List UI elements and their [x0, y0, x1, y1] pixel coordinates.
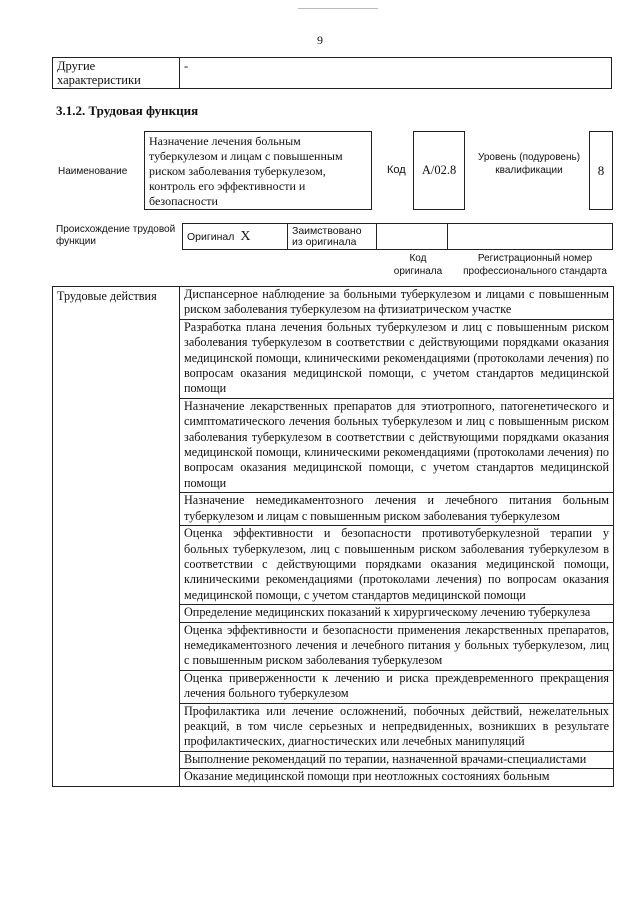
labor-actions-section	[52, 286, 614, 905]
origin-original-label: Оригинал	[187, 230, 235, 243]
reg-number-label: Регистрационный номер профессионального стандарта	[463, 253, 607, 277]
other-characteristics-value: -	[180, 58, 612, 89]
code-original-label: Код оригинала	[393, 253, 443, 277]
labor-action-item: Оценка эффективности и безопасности применения лекарственных препаратов, немедикаментозного лечения и лечебного питания у больных туберкулезом, лиц с повышенным риском заболевания туберкулезом	[180, 622, 614, 670]
origin-original-mark: X	[240, 228, 251, 244]
scan-edge-mark	[298, 8, 378, 9]
origin-original-cell	[183, 224, 288, 250]
labor-action-item: Назначение немедикаментозного лечения и лечебного питания больным туберкулезом и лицам с повышенным риском заболевания туберкулезом	[180, 493, 614, 526]
function-code-value: А/02.8	[421, 163, 457, 177]
labor-action-item: Оценка эффективности и безопасности противотуберкулезной терапии у больных туберкулезом, лиц с повышенным риском заболевания туберкулезом в соответствии с действующими порядками оказания медицинской помощи, клиническими рекомендациями (протоколами лечения) по вопросам оказания медицинской помощи, с учетом стандартов медицинской помощи	[180, 526, 614, 605]
name-label: Наименование	[58, 166, 128, 177]
labor-actions-label: Трудовые действия	[53, 287, 180, 787]
origin-borrowed-cell	[288, 224, 377, 250]
qualification-level-label: Уровень (подуровень) квалификации	[477, 152, 581, 176]
origin-table	[182, 223, 613, 250]
labor-actions-body	[53, 287, 614, 787]
labor-action-item: Назначение лекарственных препаратов для этиотропного, патогенетического и симптоматического лечения больных туберкулезом и лиц с повышенным риском заболевания туберкулезом в соответствии с действующими порядками оказания медицинской помощи, клиническими рекомендациями (протоколами лечения) по вопросам оказания медицинской помощи, с учетом стандартов медицинской помощи	[180, 398, 614, 492]
page-number: 9	[317, 33, 323, 47]
labor-actions-table	[52, 286, 614, 787]
origin-row	[183, 224, 613, 250]
other-characteristics-table	[52, 57, 612, 89]
origin-reg-number-cell	[448, 224, 613, 250]
qualification-level-box	[589, 131, 613, 210]
labor-action-item: Профилактика или лечение осложнений, побочных действий, нежелательных реакций, в том числе серьезных и непредвиденных, возникших в результате профилактических, диагностических или лечебных манипуляций	[180, 703, 614, 751]
qualification-level-value: 8	[597, 162, 605, 178]
origin-code-cell	[377, 224, 448, 250]
labor-action-item: Выполнение рекомендаций по терапии, назначенной врачами-специалистами	[180, 751, 614, 768]
other-characteristics-row	[53, 58, 612, 89]
section-title: 3.1.2. Трудовая функция	[56, 103, 199, 118]
labor-action-item: Разработка плана лечения больных туберкулезом и лиц с повышенным риском заболевания туберкулезом в соответствии с действующими порядками оказания медицинской помощи, клиническими рекомендациями (протоколами лечения) по вопросам оказания медицинской помощи, с учетом стандартов медицинской помощи	[180, 319, 614, 398]
origin-borrowed-label: Заимствовано из оригинала	[292, 224, 362, 248]
function-code-box	[413, 131, 465, 210]
origin-label: Происхождение трудовой функции	[56, 224, 176, 247]
labor-action-item: Определение медицинских показаний к хирургическому лечению туберкулеза	[180, 605, 614, 622]
function-name-box: Назначение лечения больным туберкулезом и лицам с повышенным риском заболевания туберкулезом, контроль его эффективности и безопасности	[144, 131, 372, 210]
labor-action-item: Оценка приверженности к лечению и риска преждевременного прекращения лечения больного туберкулезом	[180, 670, 614, 703]
code-label: Код	[387, 164, 406, 176]
labor-action-item: Оказание медицинской помощи при неотложных состояниях больным	[180, 769, 614, 786]
labor-action-row	[53, 287, 614, 320]
other-characteristics-label: Другие характеристики	[53, 58, 180, 89]
labor-action-item: Диспансерное наблюдение за больными туберкулезом и лицами с повышенным риском заболевания туберкулезом на фтизиатрическом участке	[180, 287, 614, 320]
